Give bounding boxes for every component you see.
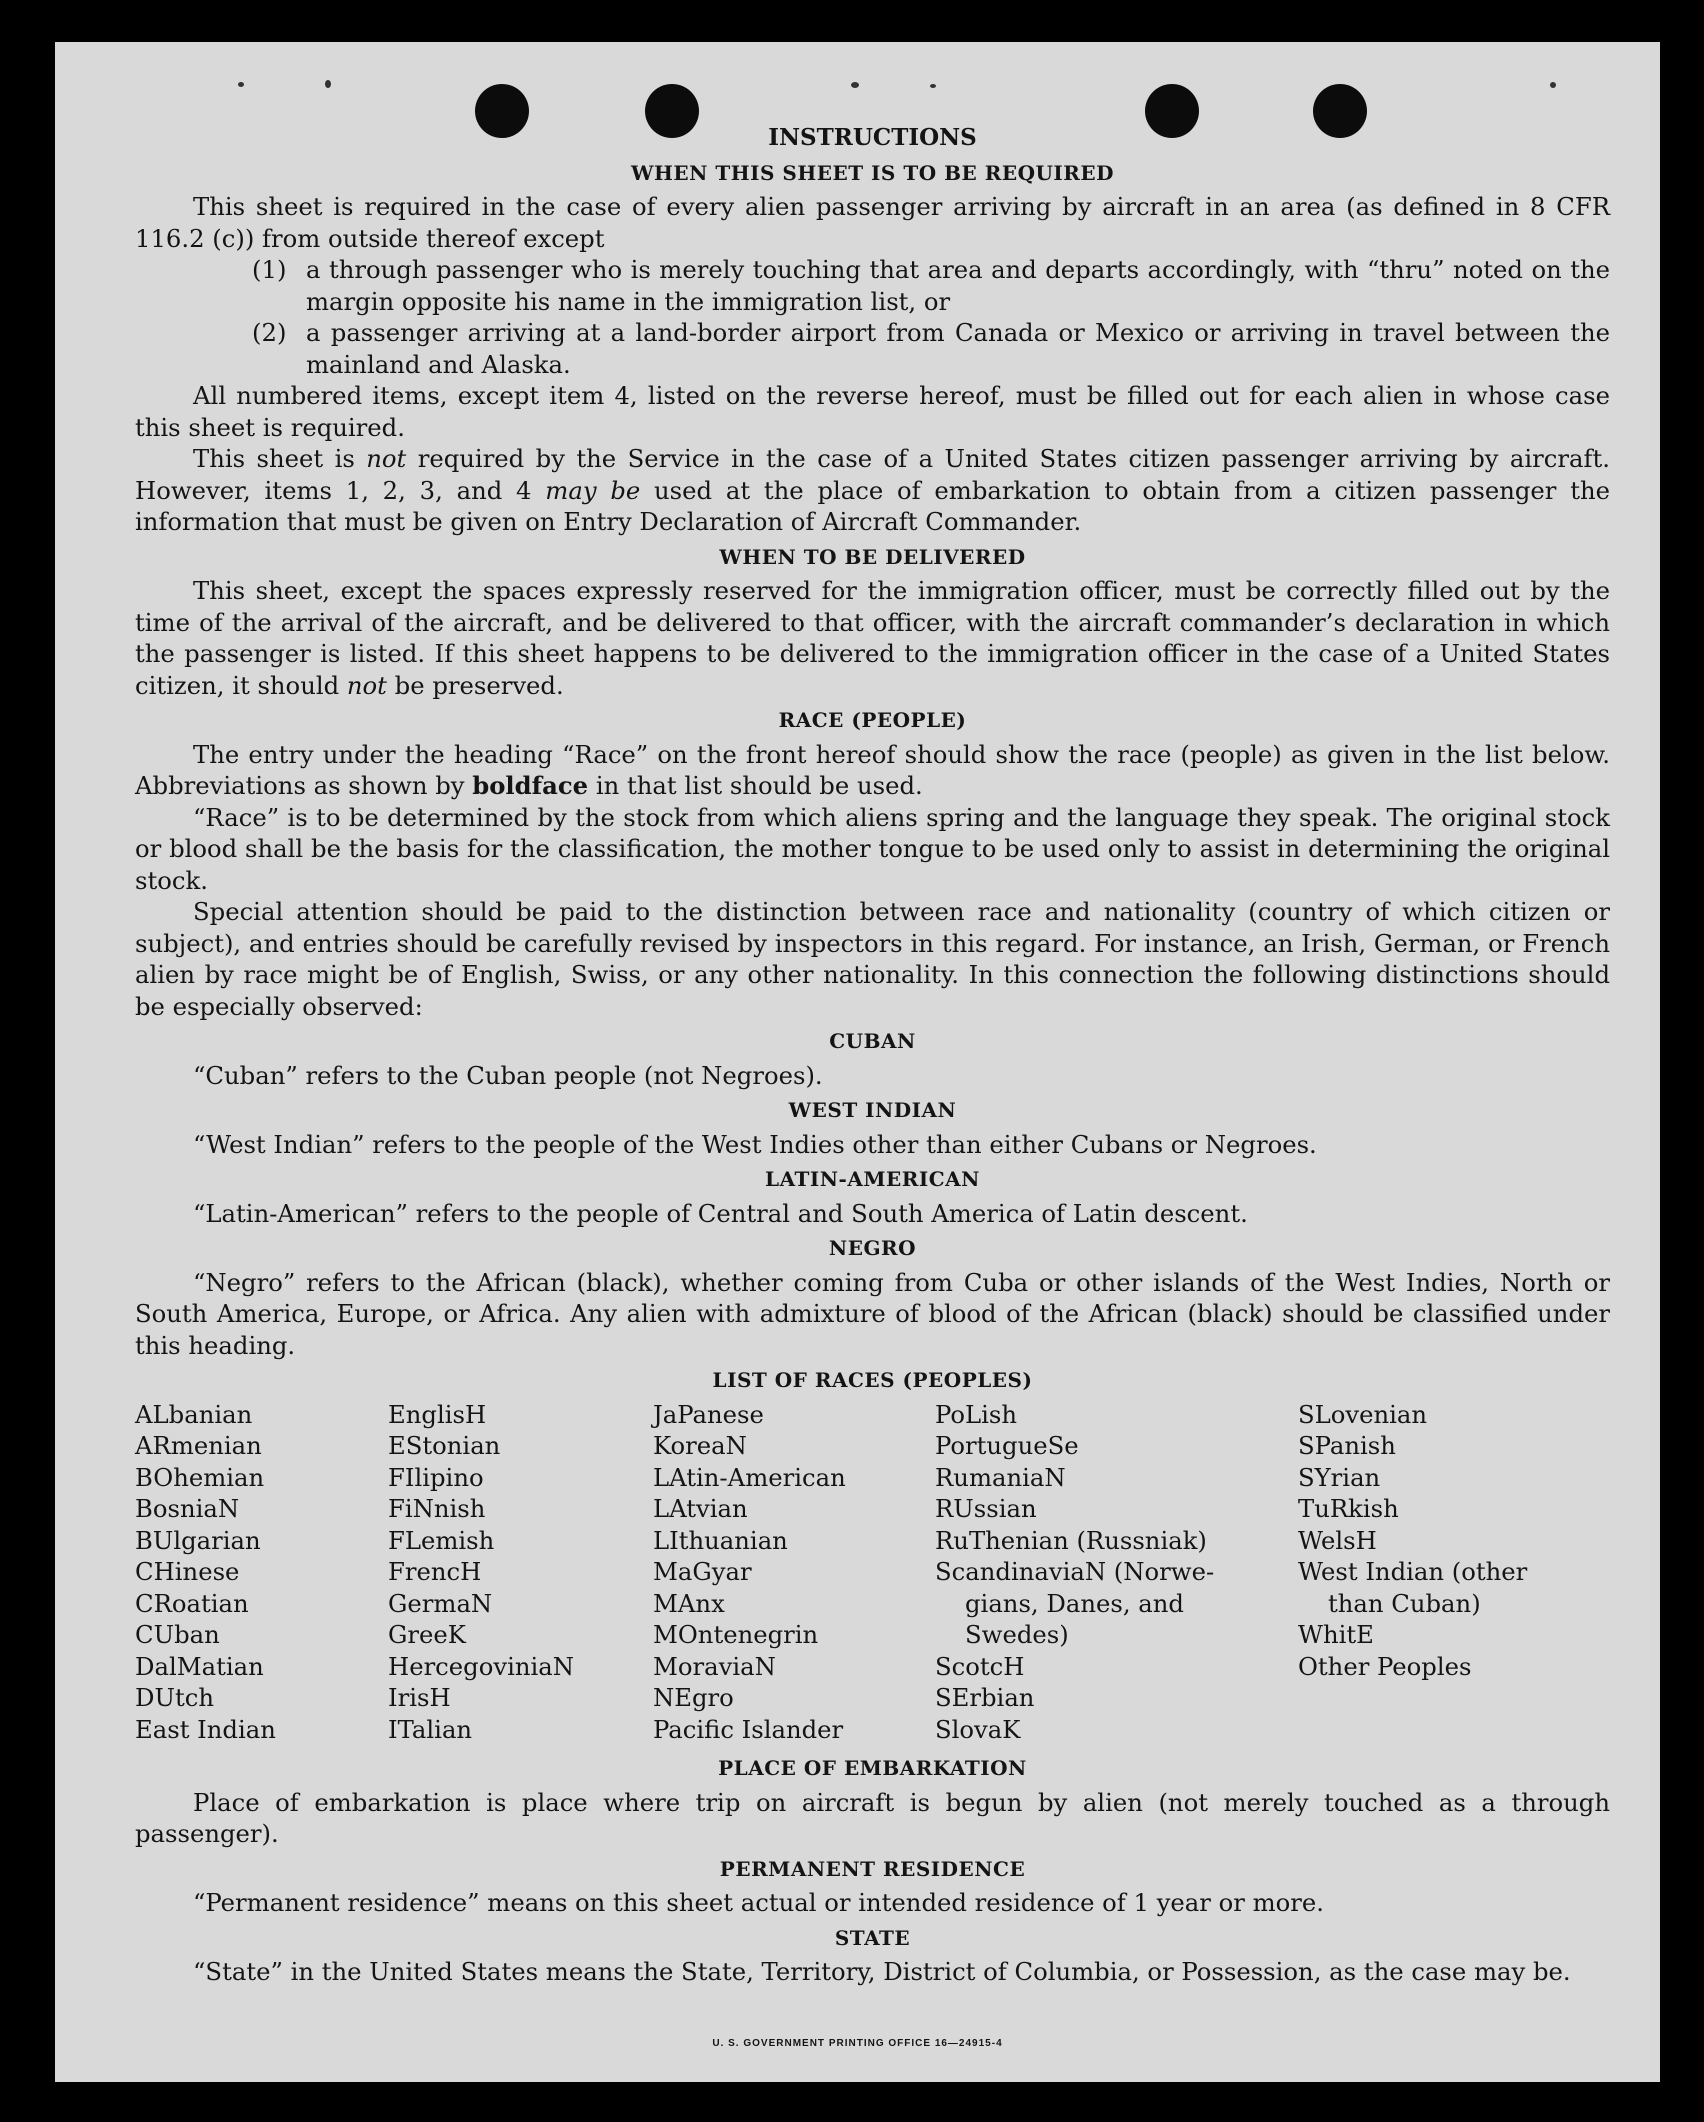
race-item: EnglisH	[388, 1399, 487, 1429]
race-column	[135, 1399, 388, 1746]
item-text: a passenger arriving at a land-border airport from Canada or Mexico or arriving in travel between the mainland and Alaska.	[306, 318, 1610, 379]
item-number: (2)	[252, 318, 287, 347]
race-item: KoreaN	[653, 1431, 747, 1460]
section-heading: WHEN THIS SHEET IS TO BE REQUIRED	[631, 160, 1114, 185]
item-text: a through passenger who is merely touching that area and departs accordingly, with “thru” noted on the margin opposite his name in the immigration list, or	[306, 255, 1610, 316]
race-item: MOntenegrin	[653, 1620, 819, 1649]
section-heading: PLACE OF EMBARKATION	[718, 1756, 1027, 1780]
race-column	[653, 1399, 935, 1746]
race-item: WhitE	[1298, 1620, 1374, 1649]
race-item: than Cuban)	[1328, 1588, 1481, 1618]
race-list	[135, 1399, 1610, 1746]
race-item: CHinese	[135, 1557, 240, 1586]
race-item: ARmenian	[135, 1431, 262, 1460]
race-item: HercegoviniaN	[388, 1651, 575, 1681]
section-heading: PERMANENT RESIDENCE	[719, 1856, 1026, 1881]
race-column	[388, 1399, 653, 1746]
section-heading: CUBAN	[829, 1029, 916, 1053]
list-item	[135, 254, 1610, 317]
section-heading: NEGRO	[828, 1236, 917, 1260]
paragraph: “Permanent residence” means on this sheet actual or intended residence of 1 year or more.	[193, 1888, 1324, 1917]
race-column	[935, 1399, 1298, 1746]
race-item: BUlgarian	[135, 1525, 261, 1555]
race-item: FrencH	[388, 1557, 482, 1586]
race-item: East Indian	[135, 1714, 276, 1744]
race-item: BOhemian	[135, 1462, 265, 1492]
race-item: gians, Danes, and	[965, 1588, 1184, 1618]
race-item: GreeK	[388, 1620, 466, 1649]
race-item: ScandinaviaN (Norwe-	[935, 1557, 1215, 1586]
paragraph: Special attention should be paid to the distinction between race and nationality (country of which citizen or subject), and entries should be carefully revised by inspectors in this regard. For instance, an Irish, German, or French alien by race might be of English, Swiss, or any other nationality. In this connection the following distinctions should be especially observed:	[135, 897, 1610, 1021]
paragraph: This sheet, except the spaces expressly reserved for the immigration officer, must be correctly filled out by the time of the arrival of the aircraft, and be delivered to that officer, with the aircraft commander’s declaration in which the passenger is listed. If this sheet happens to be delivered to the immigration officer in the case of a United States citizen, it should not be preserved.	[135, 576, 1610, 700]
race-item: FIlipino	[388, 1462, 484, 1492]
page-title: INSTRUCTIONS	[768, 124, 977, 151]
race-item: CUban	[135, 1620, 220, 1649]
race-item: TuRkish	[1298, 1494, 1399, 1523]
race-item: SPanish	[1298, 1431, 1396, 1460]
paragraph: This sheet is not required by the Service in the case of a United States citizen passenger arriving by aircraft. However, items 1, 2, 3, and 4 may be used at the place of embarkation to obtain from a citizen passenger the information that must be given on Entry Declaration of Aircraft Commander.	[135, 444, 1610, 536]
race-column	[1298, 1399, 1558, 1746]
race-item: ITalian	[388, 1714, 473, 1744]
section-heading: WHEN TO BE DELIVERED	[719, 544, 1026, 569]
race-item: BosniaN	[135, 1494, 240, 1523]
paragraph: The entry under the heading “Race” on the front hereof should show the race (people) as given in the list below. Abbreviations as shown by boldface in that list should be used.	[135, 739, 1610, 800]
race-item: LAtvian	[653, 1494, 748, 1523]
item-number: (1)	[252, 255, 287, 284]
race-item: CRoatian	[135, 1588, 249, 1618]
race-item: NEgro	[653, 1683, 734, 1712]
race-item: SYrian	[1298, 1462, 1381, 1492]
printer-imprint: U. S. GOVERNMENT PRINTING OFFICE 16—24915-4	[712, 2038, 1003, 2049]
race-item: SLovenian	[1298, 1399, 1428, 1429]
race-item: RUssian	[935, 1494, 1037, 1523]
race-item: DalMatian	[135, 1651, 264, 1681]
race-item: MaGyar	[653, 1557, 752, 1586]
race-item: West Indian (other	[1298, 1557, 1528, 1586]
race-item: ALbanian	[135, 1399, 253, 1429]
section-heading: LATIN-AMERICAN	[765, 1167, 980, 1191]
document-sheet	[55, 42, 1660, 2082]
paragraph: Place of embarkation is place where trip on aircraft is begun by alien (not merely touched as a through passenger).	[135, 1787, 1610, 1848]
race-item: LAtin-American	[653, 1462, 846, 1492]
race-item: FLemish	[388, 1525, 495, 1555]
speck	[238, 82, 244, 87]
race-item: JaPanese	[653, 1399, 764, 1429]
speck	[325, 80, 331, 88]
race-item: GermaN	[388, 1588, 493, 1618]
race-item: ScotcH	[935, 1651, 1025, 1681]
section-heading: WEST INDIAN	[788, 1098, 957, 1122]
instructions-content	[135, 122, 1610, 1988]
section-heading: STATE	[834, 1925, 911, 1950]
race-item: MoraviaN	[653, 1651, 776, 1681]
paragraph: “State” in the United States means the State, Territory, District of Columbia, or Possession, as the case may be.	[193, 1957, 1571, 1986]
speck	[851, 82, 859, 88]
race-item: SErbian	[935, 1683, 1035, 1712]
race-item: PortugueSe	[935, 1431, 1079, 1460]
race-item: EStonian	[388, 1431, 501, 1460]
race-item: MAnx	[653, 1588, 725, 1618]
race-item: RuThenian (Russniak)	[935, 1525, 1207, 1555]
race-item: LIthuanian	[653, 1525, 788, 1555]
paragraph: “Cuban” refers to the Cuban people (not Negroes).	[193, 1060, 823, 1090]
race-item: RumaniaN	[935, 1462, 1066, 1492]
race-item: Other Peoples	[1298, 1651, 1472, 1681]
race-item: Swedes)	[965, 1620, 1069, 1649]
paragraph: “West Indian” refers to the people of the West Indies other than either Cubans or Negroes.	[193, 1129, 1317, 1159]
race-item: IrisH	[388, 1683, 451, 1712]
race-item: SlovaK	[935, 1714, 1021, 1744]
race-item: FiNnish	[388, 1494, 486, 1523]
section-heading: LIST OF RACES (PEOPLES)	[712, 1368, 1033, 1392]
race-item: Pacific Islander	[653, 1714, 844, 1744]
paragraph: “Race” is to be determined by the stock from which aliens spring and the language they speak. The original stock or blood shall be the basis for the classification, the mother tongue to be used only to assist in determining the original stock.	[135, 802, 1610, 895]
race-item: PoLish	[935, 1399, 1018, 1429]
section-heading: RACE (PEOPLE)	[778, 708, 967, 732]
paragraph: All numbered items, except item 4, listed on the reverse hereof, must be filled out for each alien in whose case this sheet is required.	[135, 381, 1610, 442]
race-item: WelsH	[1298, 1525, 1377, 1555]
paragraph: This sheet is required in the case of every alien passenger arriving by aircraft in an area (as defined in 8 CFR 116.2 (c)) from outside thereof except	[135, 192, 1610, 253]
speck	[930, 84, 936, 88]
race-item: DUtch	[135, 1683, 214, 1712]
list-item	[135, 317, 1610, 380]
speck	[1550, 82, 1556, 88]
paragraph: “Negro” refers to the African (black), whether coming from Cuba or other islands of the West Indies, North or South America, Europe, or Africa. Any alien with admixture of blood of the African (black) should be classified under this heading.	[135, 1267, 1610, 1360]
paragraph: “Latin-American” refers to the people of Central and South America of Latin descent.	[193, 1198, 1248, 1228]
